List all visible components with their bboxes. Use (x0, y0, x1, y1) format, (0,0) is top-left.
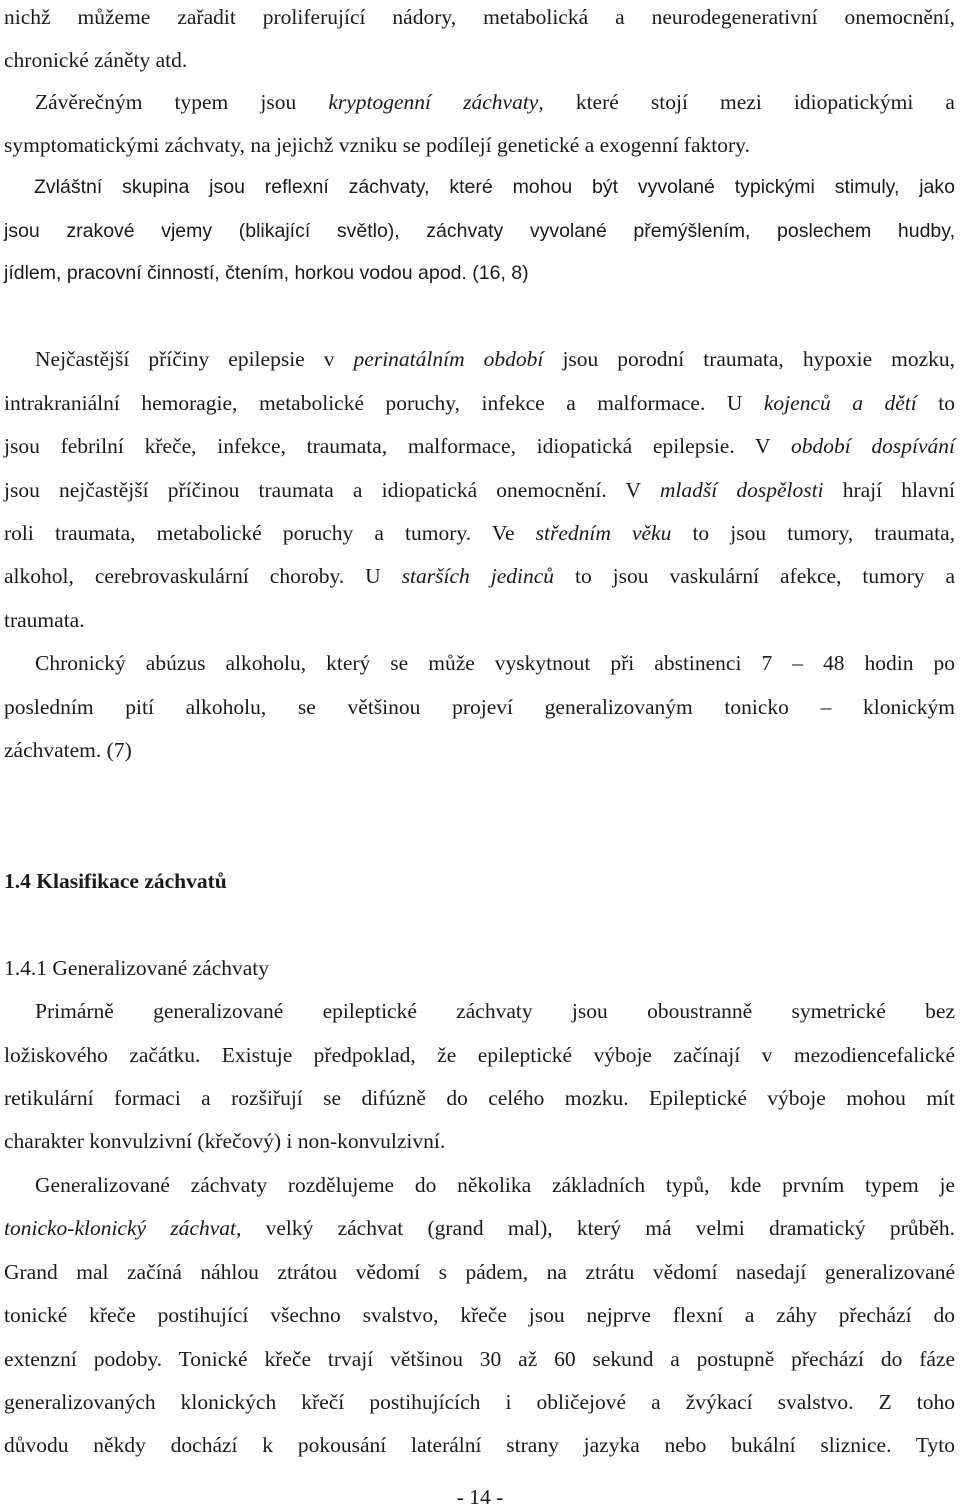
paragraph-3-line-2: jsou zrakové vjemy (blikající světlo), záchvaty vyvolané přemýšlením, poslechem hudby, (4, 220, 955, 242)
paragraph-5-line-2: posledním pití alkoholu, se většinou projeví generalizovaným tonicko – klonickým (4, 695, 955, 719)
paragraph-7-line-1: Generalizované záchvaty rozdělujeme do několika základních typů, kde prvním typem je (35, 1173, 955, 1197)
section-heading: 1.4 Klasifikace záchvatů (4, 869, 227, 893)
paragraph-7-line-3: Grand mal začíná náhlou ztrátou vědomí s pádem, na ztrátu vědomí nasedají generalizované (4, 1260, 955, 1284)
paragraph-4-line-2: intrakraniální hemoragie, metabolické poruchy, infekce a malformace. U kojenců a dětí to (4, 391, 956, 415)
subsection-heading: 1.4.1 Generalizované záchvaty (4, 956, 270, 980)
paragraph-4-line-7: traumata. (4, 608, 85, 632)
paragraph-7-line-4: tonické křeče postihující všechno svalstvo, křeče jsou nejprve flexní a záhy přechází do (4, 1303, 955, 1327)
paragraph-3-line-3: jídlem, pracovní činností, čtením, horkou vodou apod. (16, 8) (4, 262, 529, 284)
paragraph-5-line-3: záchvatem. (7) (4, 738, 132, 762)
paragraph-7-line-5: extenzní podoby. Tonické křeče trvají většinou 30 až 60 sekund a postupně přechází do fáze (4, 1347, 955, 1371)
paragraph-6-line-4: charakter konvulzivní (křečový) i non-konvulzivní. (4, 1129, 446, 1153)
paragraph-2-line-2: symptomatickými záchvaty, na jejichž vzniku se podílejí genetické a exogenní faktory. (4, 133, 750, 157)
paragraph-7-line-2: tonicko-klonický záchvat, velký záchvat (grand mal), který má velmi dramatický průběh. (4, 1216, 955, 1240)
paragraph-7-line-6: generalizovaných klonických křečí postihujících i obličejové a žvýkací svalstvo. Z toho (4, 1390, 955, 1414)
paragraph-4-line-5: roli traumata, metabolické poruchy a tumory. Ve středním věku to jsou tumory, traumata, (4, 521, 955, 545)
paragraph-2-line-1: Závěrečným typem jsou kryptogenní záchvaty, které stojí mezi idiopatickými a (35, 90, 955, 114)
paragraph-4-line-6: alkohol, cerebrovaskulární choroby. U starších jedinců to jsou vaskulární afekce, tumory a (4, 564, 956, 588)
paragraph-7-line-7: důvodu někdy dochází k pokousání laterální strany jazyka nebo bukální sliznice. Tyto (4, 1433, 955, 1457)
paragraph-6-line-3: retikulární formaci a rozšiřují se difúzně do celého mozku. Epileptické výboje mohou mít (4, 1086, 955, 1110)
page-number: - 14 - (456, 1485, 504, 1509)
paragraph-4-line-3: jsou febrilní křeče, infekce, traumata, malformace, idiopatická epilepsie. V období dospívání (4, 434, 955, 458)
paragraph-3-line-1: Zvláštní skupina jsou reflexní záchvaty, které mohou být vyvolané typickými stimuly, jako (34, 176, 955, 198)
paragraph-6-line-2: ložiskového začátku. Existuje předpoklad, že epileptické výboje začínají v mezodiencefalické (4, 1043, 955, 1067)
paragraph-4-line-4: jsou nejčastější příčinou traumata a idiopatická onemocnění. V mladší dospělosti hrají hlavní (4, 478, 956, 502)
paragraph-5-line-1: Chronický abúzus alkoholu, který se může vyskytnout při abstinenci 7 – 48 hodin po (35, 651, 955, 675)
paragraph-4-line-1: Nejčastější příčiny epilepsie v perinatálním období jsou porodní traumata, hypoxie mozku, (35, 347, 956, 371)
paragraph-1-line-2: chronické záněty atd. (4, 48, 188, 72)
paragraph-6-line-1: Primárně generalizované epileptické záchvaty jsou oboustranně symetrické bez (35, 999, 955, 1023)
paragraph-1-line-1: nichž můžeme zařadit proliferující nádory, metabolická a neurodegenerativní onemocnění, (4, 5, 955, 29)
